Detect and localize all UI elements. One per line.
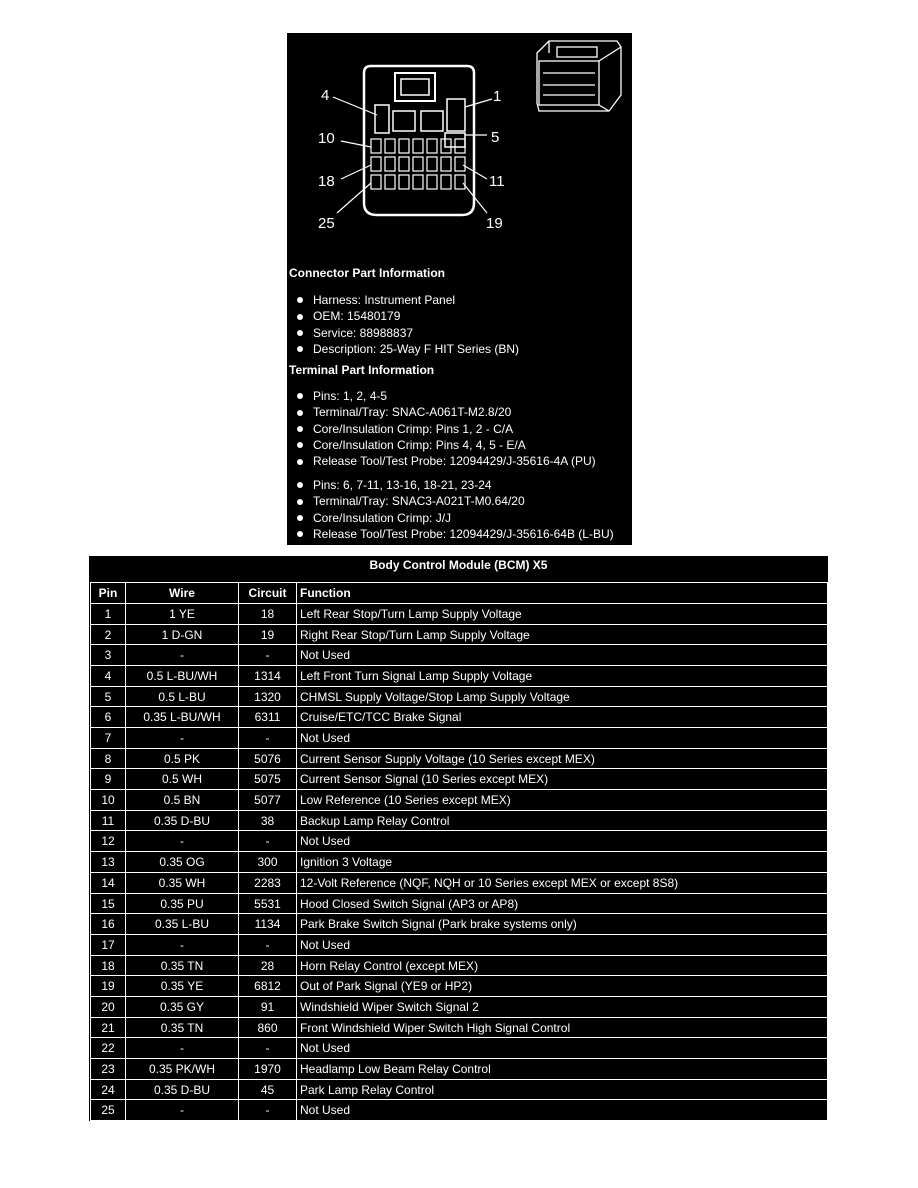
table-cell-pin: 9 bbox=[90, 768, 126, 790]
pin-label-4: 4 bbox=[321, 87, 330, 104]
table-cell-pin: 22 bbox=[90, 1037, 126, 1059]
table-cell-wire: 1 YE bbox=[125, 603, 239, 625]
table-cell-wire: 0.35 D-BU bbox=[125, 1079, 239, 1100]
table-cell-pin: 1 bbox=[90, 603, 126, 625]
table-cell-circuit: 28 bbox=[238, 955, 297, 976]
table-cell-circuit: 45 bbox=[238, 1079, 297, 1100]
connector-part-title: Connector Part Information bbox=[289, 266, 446, 280]
table-cell-wire: 0.35 GY bbox=[125, 996, 239, 1018]
table-cell-pin: 2 bbox=[90, 624, 126, 645]
pin-cavity bbox=[413, 139, 423, 153]
pin-cavity bbox=[455, 175, 465, 189]
table-cell-wire: 0.35 TN bbox=[125, 1017, 239, 1038]
table-cell-pin: 10 bbox=[90, 789, 126, 811]
table-cell-wire: - bbox=[125, 830, 239, 852]
table-cell-function: Left Rear Stop/Turn Lamp Supply Voltage bbox=[296, 603, 828, 625]
info-text: Core/Insulation Crimp: Pins 1, 2 - C/A bbox=[313, 421, 514, 436]
pin-cavity bbox=[385, 139, 395, 153]
info-list-item bbox=[295, 510, 614, 526]
table-cell-pin: 23 bbox=[90, 1058, 126, 1080]
table-cell-function: Not Used bbox=[296, 644, 828, 666]
table-cell-wire: 0.5 L-BU bbox=[125, 686, 239, 707]
table-cell-pin: 7 bbox=[90, 727, 126, 749]
table-cell-pin: 13 bbox=[90, 851, 126, 873]
pin-cavity bbox=[427, 175, 437, 189]
info-list-item bbox=[295, 437, 596, 453]
info-text: Service: 88988837 bbox=[313, 325, 414, 340]
info-text: OEM: 15480179 bbox=[313, 309, 401, 324]
pin-label-11: 11 bbox=[489, 173, 505, 190]
table-cell-circuit: 5531 bbox=[238, 893, 297, 914]
table-cell-function: Backup Lamp Relay Control bbox=[296, 810, 828, 831]
table-cell-wire: 0.35 PK/WH bbox=[125, 1058, 239, 1080]
info-text: Core/Insulation Crimp: J/J bbox=[313, 510, 452, 525]
bullet-icon bbox=[297, 442, 303, 448]
pin-cavity bbox=[399, 175, 409, 189]
table-cell-wire: - bbox=[125, 934, 239, 956]
info-list-item bbox=[295, 292, 519, 308]
column-header-function: Function bbox=[296, 582, 828, 604]
pin-label-19: 19 bbox=[486, 215, 503, 232]
table-cell-function: Current Sensor Supply Voltage (10 Series except MEX) bbox=[296, 748, 828, 769]
info-list-item bbox=[295, 404, 596, 420]
info-text: Harness: Instrument Panel bbox=[313, 293, 456, 307]
table-cell-function: Out of Park Signal (YE9 or HP2) bbox=[296, 975, 828, 997]
bullet-icon bbox=[297, 410, 303, 416]
table-cell-function: Left Front Turn Signal Lamp Supply Voltage bbox=[296, 665, 828, 687]
pin-cavity bbox=[371, 175, 381, 189]
table-cell-function: Low Reference (10 Series except MEX) bbox=[296, 789, 828, 811]
bullet-icon bbox=[297, 499, 303, 505]
table-cell-wire: 0.35 L-BU/WH bbox=[125, 706, 239, 728]
bullet-icon bbox=[297, 297, 303, 303]
table-cell-circuit: 19 bbox=[238, 624, 297, 645]
info-text: Description: 25-Way F HIT Series (BN) bbox=[313, 341, 520, 356]
table-cell-function: Park Lamp Relay Control bbox=[296, 1079, 828, 1100]
info-text: Core/Insulation Crimp: Pins 4, 4, 5 - E/A bbox=[313, 437, 526, 452]
connector-info-panel bbox=[287, 33, 632, 545]
info-text: Release Tool/Test Probe: 12094429/J-35616-64B (L-BU) bbox=[313, 526, 614, 541]
table-cell-circuit: - bbox=[238, 934, 297, 956]
table-cell-wire: 1 D-GN bbox=[125, 624, 239, 645]
pin-cavity bbox=[385, 175, 395, 189]
pin-cavity bbox=[427, 157, 437, 171]
table-cell-circuit: 1320 bbox=[238, 686, 297, 707]
table-cell-function: Not Used bbox=[296, 1037, 828, 1059]
pin-cavity bbox=[371, 139, 381, 153]
table-cell-circuit: 5077 bbox=[238, 789, 297, 811]
terminal-part-list-1 bbox=[295, 388, 596, 469]
table-cell-wire: 0.35 OG bbox=[125, 851, 239, 873]
table-cell-circuit: 18 bbox=[238, 603, 297, 625]
info-list-item bbox=[295, 477, 614, 493]
table-cell-pin: 18 bbox=[90, 955, 126, 976]
table-cell-function: Not Used bbox=[296, 934, 828, 956]
table-cell-circuit: 5075 bbox=[238, 768, 297, 790]
info-list-item bbox=[295, 325, 519, 341]
table-cell-function: Front Windshield Wiper Switch High Signal Control bbox=[296, 1017, 828, 1038]
connector-face-diagram bbox=[287, 33, 632, 273]
table-cell-function: Horn Relay Control (except MEX) bbox=[296, 955, 828, 976]
table-cell-wire: 0.5 PK bbox=[125, 748, 239, 769]
table-cell-circuit: 1134 bbox=[238, 913, 297, 935]
table-cell-wire: - bbox=[125, 1099, 239, 1121]
table-cell-function: Headlamp Low Beam Relay Control bbox=[296, 1058, 828, 1080]
column-header-circuit: Circuit bbox=[238, 582, 297, 604]
table-cell-wire: 0.5 BN bbox=[125, 789, 239, 811]
pin-cavity bbox=[385, 157, 395, 171]
table-cell-circuit: - bbox=[238, 727, 297, 749]
table-cell-circuit: - bbox=[238, 1037, 297, 1059]
table-cell-wire: 0.35 YE bbox=[125, 975, 239, 997]
pin-label-18: 18 bbox=[318, 173, 335, 190]
column-header-pin: Pin bbox=[90, 582, 126, 604]
table-cell-circuit: 91 bbox=[238, 996, 297, 1018]
table-cell-circuit: 1314 bbox=[238, 665, 297, 687]
table-cell-circuit: 5076 bbox=[238, 748, 297, 769]
info-list-item bbox=[295, 341, 519, 357]
table-cell-function: Not Used bbox=[296, 1099, 828, 1121]
table-cell-function: Right Rear Stop/Turn Lamp Supply Voltage bbox=[296, 624, 828, 645]
bullet-icon bbox=[297, 314, 303, 320]
table-cell-circuit: - bbox=[238, 1099, 297, 1121]
info-list-item bbox=[295, 388, 596, 404]
table-cell-function: Windshield Wiper Switch Signal 2 bbox=[296, 996, 828, 1018]
bullet-icon bbox=[297, 482, 303, 488]
terminal-part-list-2 bbox=[295, 477, 614, 542]
info-list-item bbox=[295, 493, 614, 509]
table-cell-pin: 25 bbox=[90, 1099, 126, 1121]
info-text: Release Tool/Test Probe: 12094429/J-35616-4A (PU) bbox=[313, 454, 596, 469]
table-cell-pin: 12 bbox=[90, 830, 126, 852]
table-cell-pin: 16 bbox=[90, 913, 126, 935]
info-text: Terminal/Tray: SNAC3-A021T-M0.64/20 bbox=[313, 494, 525, 509]
table-cell-function: Not Used bbox=[296, 727, 828, 749]
table-cell-pin: 14 bbox=[90, 872, 126, 894]
table-cell-pin: 8 bbox=[90, 748, 126, 769]
pin-cavity bbox=[455, 157, 465, 171]
pin-cavity bbox=[399, 157, 409, 171]
pin-cavity bbox=[427, 139, 437, 153]
info-list-item bbox=[295, 453, 596, 469]
pin-cavity bbox=[441, 139, 451, 153]
table-cell-pin: 5 bbox=[90, 686, 126, 707]
table-cell-wire: 0.5 L-BU/WH bbox=[125, 665, 239, 687]
column-header-wire: Wire bbox=[125, 582, 239, 604]
pin-cavity bbox=[441, 157, 451, 171]
pin-label-5: 5 bbox=[491, 129, 500, 146]
connector-part-list bbox=[295, 292, 519, 357]
table-cell-circuit: 300 bbox=[238, 851, 297, 873]
table-cell-wire: 0.35 TN bbox=[125, 955, 239, 976]
table-cell-pin: 3 bbox=[90, 644, 126, 666]
table-cell-wire: - bbox=[125, 727, 239, 749]
table-cell-pin: 6 bbox=[90, 706, 126, 728]
pin-cavity bbox=[413, 157, 423, 171]
table-cell-pin: 17 bbox=[90, 934, 126, 956]
table-cell-circuit: 6311 bbox=[238, 706, 297, 728]
terminal-part-title: Terminal Part Information bbox=[289, 363, 435, 377]
info-text: Pins: 6, 7-11, 13-16, 18-21, 23-24 bbox=[313, 478, 492, 492]
table-cell-pin: 24 bbox=[90, 1079, 126, 1100]
table-cell-wire: 0.35 D-BU bbox=[125, 810, 239, 831]
table-cell-circuit: 1970 bbox=[238, 1058, 297, 1080]
table-cell-pin: 11 bbox=[90, 810, 126, 831]
table-cell-circuit: - bbox=[238, 830, 297, 852]
table-cell-circuit: - bbox=[238, 644, 297, 666]
table-cell-pin: 15 bbox=[90, 893, 126, 914]
table-cell-wire: 0.35 PU bbox=[125, 893, 239, 914]
table-cell-function: Park Brake Switch Signal (Park brake systems only) bbox=[296, 913, 828, 935]
bullet-icon bbox=[297, 459, 303, 465]
table-cell-function: Current Sensor Signal (10 Series except MEX) bbox=[296, 768, 828, 790]
info-text: Pins: 1, 2, 4-5 bbox=[313, 389, 388, 403]
table-cell-wire: 0.5 WH bbox=[125, 768, 239, 790]
pin-label-25: 25 bbox=[318, 215, 335, 232]
bullet-icon bbox=[297, 426, 303, 432]
table-cell-circuit: 860 bbox=[238, 1017, 297, 1038]
table-cell-function: Cruise/ETC/TCC Brake Signal bbox=[296, 706, 828, 728]
table-cell-circuit: 2283 bbox=[238, 872, 297, 894]
bullet-icon bbox=[297, 531, 303, 537]
info-text: Terminal/Tray: SNAC-A061T-M2.8/20 bbox=[313, 405, 512, 420]
table-cell-function: CHMSL Supply Voltage/Stop Lamp Supply Voltage bbox=[296, 686, 828, 707]
table-cell-pin: 20 bbox=[90, 996, 126, 1018]
table-cell-function: 12-Volt Reference (NQF, NQH or 10 Series except MEX or except 8S8) bbox=[296, 872, 828, 894]
info-list-item bbox=[295, 421, 596, 437]
pin-cavity bbox=[441, 175, 451, 189]
bullet-icon bbox=[297, 515, 303, 521]
table-cell-function: Ignition 3 Voltage bbox=[296, 851, 828, 873]
table-cell-wire: - bbox=[125, 644, 239, 666]
table-cell-pin: 19 bbox=[90, 975, 126, 997]
table-title: Body Control Module (BCM) X5 bbox=[369, 558, 548, 572]
pin-cavity bbox=[455, 139, 465, 153]
info-list-item bbox=[295, 308, 519, 324]
table-cell-circuit: 6812 bbox=[238, 975, 297, 997]
table-cell-wire: - bbox=[125, 1037, 239, 1059]
table-cell-function: Hood Closed Switch Signal (AP3 or AP8) bbox=[296, 893, 828, 914]
pin-cavity bbox=[371, 157, 381, 171]
bullet-icon bbox=[297, 330, 303, 336]
pin-cavity bbox=[399, 139, 409, 153]
pin-label-10: 10 bbox=[318, 130, 335, 147]
table-cell-circuit: 38 bbox=[238, 810, 297, 831]
pin-label-1: 1 bbox=[493, 88, 502, 105]
bullet-icon bbox=[297, 346, 303, 352]
table-cell-pin: 21 bbox=[90, 1017, 126, 1038]
bullet-icon bbox=[297, 393, 303, 399]
pin-cavity bbox=[413, 175, 423, 189]
table-cell-pin: 4 bbox=[90, 665, 126, 687]
info-list-item bbox=[295, 526, 614, 542]
table-cell-function: Not Used bbox=[296, 830, 828, 852]
table-cell-wire: 0.35 WH bbox=[125, 872, 239, 894]
table-cell-wire: 0.35 L-BU bbox=[125, 913, 239, 935]
